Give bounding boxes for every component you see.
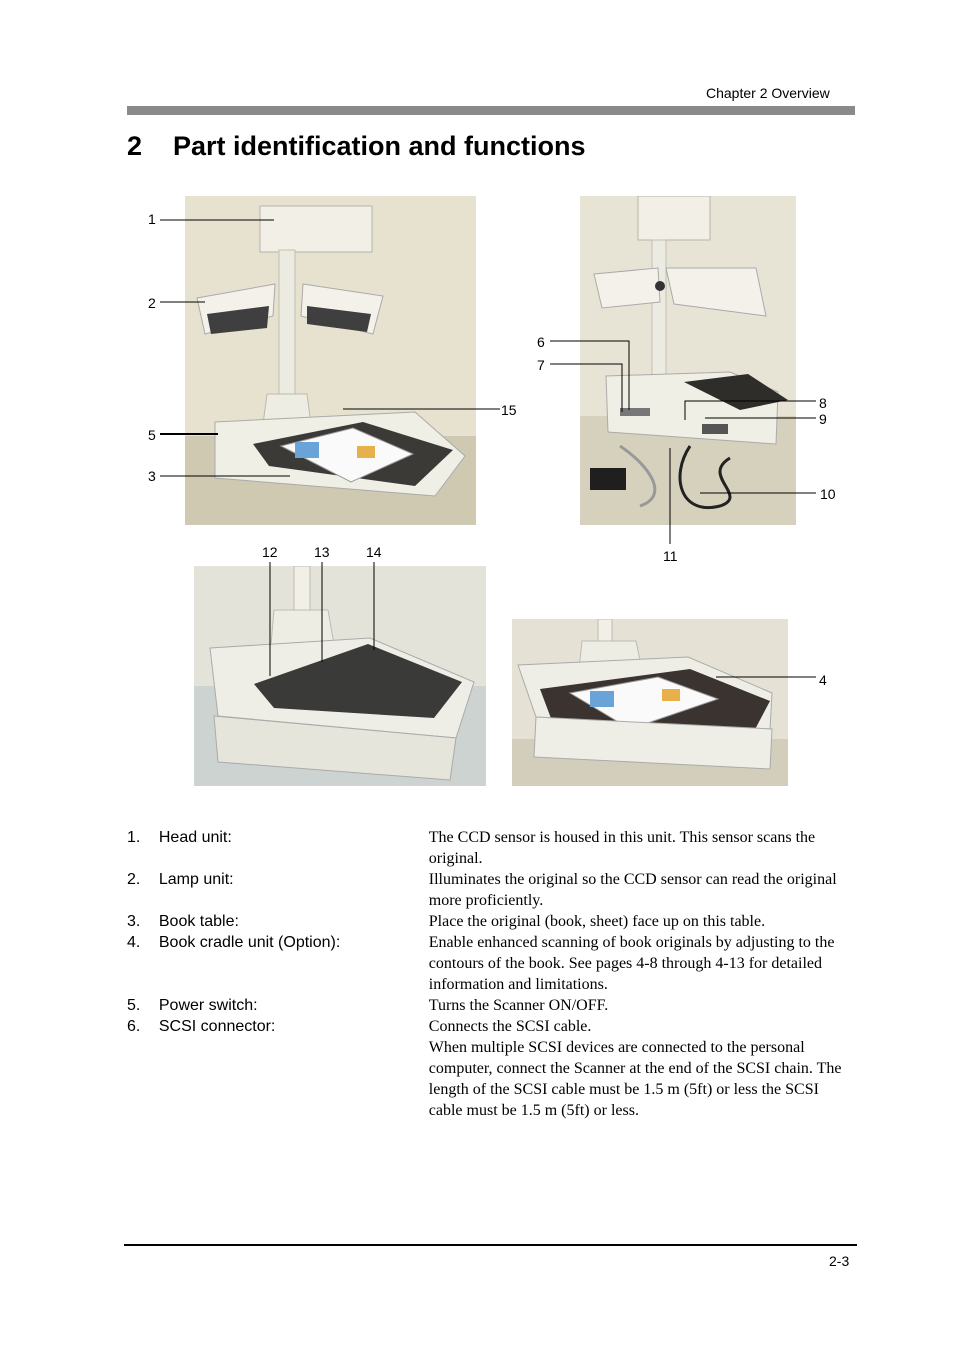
callout-14: 14 <box>366 544 382 560</box>
item-term: Book cradle unit (Option): <box>158 934 341 951</box>
item-term: Lamp unit: <box>158 871 234 888</box>
item-number: 5. <box>127 997 141 1014</box>
item-description <box>429 932 855 995</box>
callout-1: 1 <box>148 211 156 227</box>
callout-5: 5 <box>148 427 156 443</box>
section-number: 2 <box>127 131 143 161</box>
item-number: 2. <box>127 871 141 888</box>
item-description <box>429 911 855 932</box>
item-description <box>429 995 855 1016</box>
description-text: The CCD sensor is housed in this unit. This sensor scans the original. <box>428 829 816 867</box>
description-text: Illuminates the original so the CCD sensor can read the original more proficiently. <box>428 871 837 909</box>
page-number: 2-3 <box>829 1253 850 1269</box>
section-title: Part identification and functions <box>173 131 586 161</box>
list-item <box>127 995 855 1016</box>
description-text: When multiple SCSI devices are connected to the personal computer, connect the Scanner at the end of the SCSI chain. The length of the SCSI cable must be 1.5 m (5ft) or less the SCSI cable must be 1.5 m (5ft) or less. <box>428 1039 842 1119</box>
scanner-front-photo <box>185 196 476 525</box>
footer-rule <box>124 1244 857 1246</box>
list-item <box>127 827 855 869</box>
item-description <box>429 827 855 869</box>
item-number: 1. <box>127 829 141 846</box>
callout-6: 6 <box>537 334 545 350</box>
list-item <box>127 932 855 995</box>
callout-4: 4 <box>819 672 827 688</box>
callout-2: 2 <box>148 295 156 311</box>
item-number: 6. <box>127 1018 141 1035</box>
callout-3: 3 <box>148 468 156 484</box>
description-text: Enable enhanced scanning of book originals by adjusting to the contours of the book. See pages 4-8 through 4-13 for detailed information and limitations. <box>428 934 835 993</box>
list-item <box>127 869 855 911</box>
callout-10: 10 <box>820 486 836 502</box>
book-table-photo <box>194 566 486 786</box>
callout-7: 7 <box>537 357 545 373</box>
description-text: Turns the Scanner ON/OFF. <box>428 997 609 1014</box>
item-number: 4. <box>127 934 141 951</box>
description-text: Place the original (book, sheet) face up on this table. <box>428 913 766 930</box>
scanner-rear-photo <box>580 196 796 525</box>
callout-12: 12 <box>262 544 278 560</box>
item-term: Head unit: <box>158 829 232 846</box>
item-term: Power switch: <box>158 997 258 1014</box>
callout-8: 8 <box>819 395 827 411</box>
callout-11: 11 <box>663 548 678 564</box>
callout-13: 13 <box>314 544 330 560</box>
item-description <box>429 869 855 911</box>
parts-list <box>127 827 855 1121</box>
list-item <box>127 1016 855 1121</box>
callout-9: 9 <box>819 411 827 427</box>
item-term: SCSI connector: <box>158 1018 276 1035</box>
item-description <box>429 1016 855 1121</box>
description-text: Connects the SCSI cable. <box>428 1018 592 1035</box>
book-cradle-photo <box>512 619 788 786</box>
page-title <box>127 131 586 162</box>
callout-15: 15 <box>501 402 517 418</box>
list-item <box>127 911 855 932</box>
item-number: 3. <box>127 913 141 930</box>
item-term: Book table: <box>158 913 239 930</box>
header-rule <box>127 106 855 115</box>
chapter-header: Chapter 2 Overview <box>706 85 830 101</box>
